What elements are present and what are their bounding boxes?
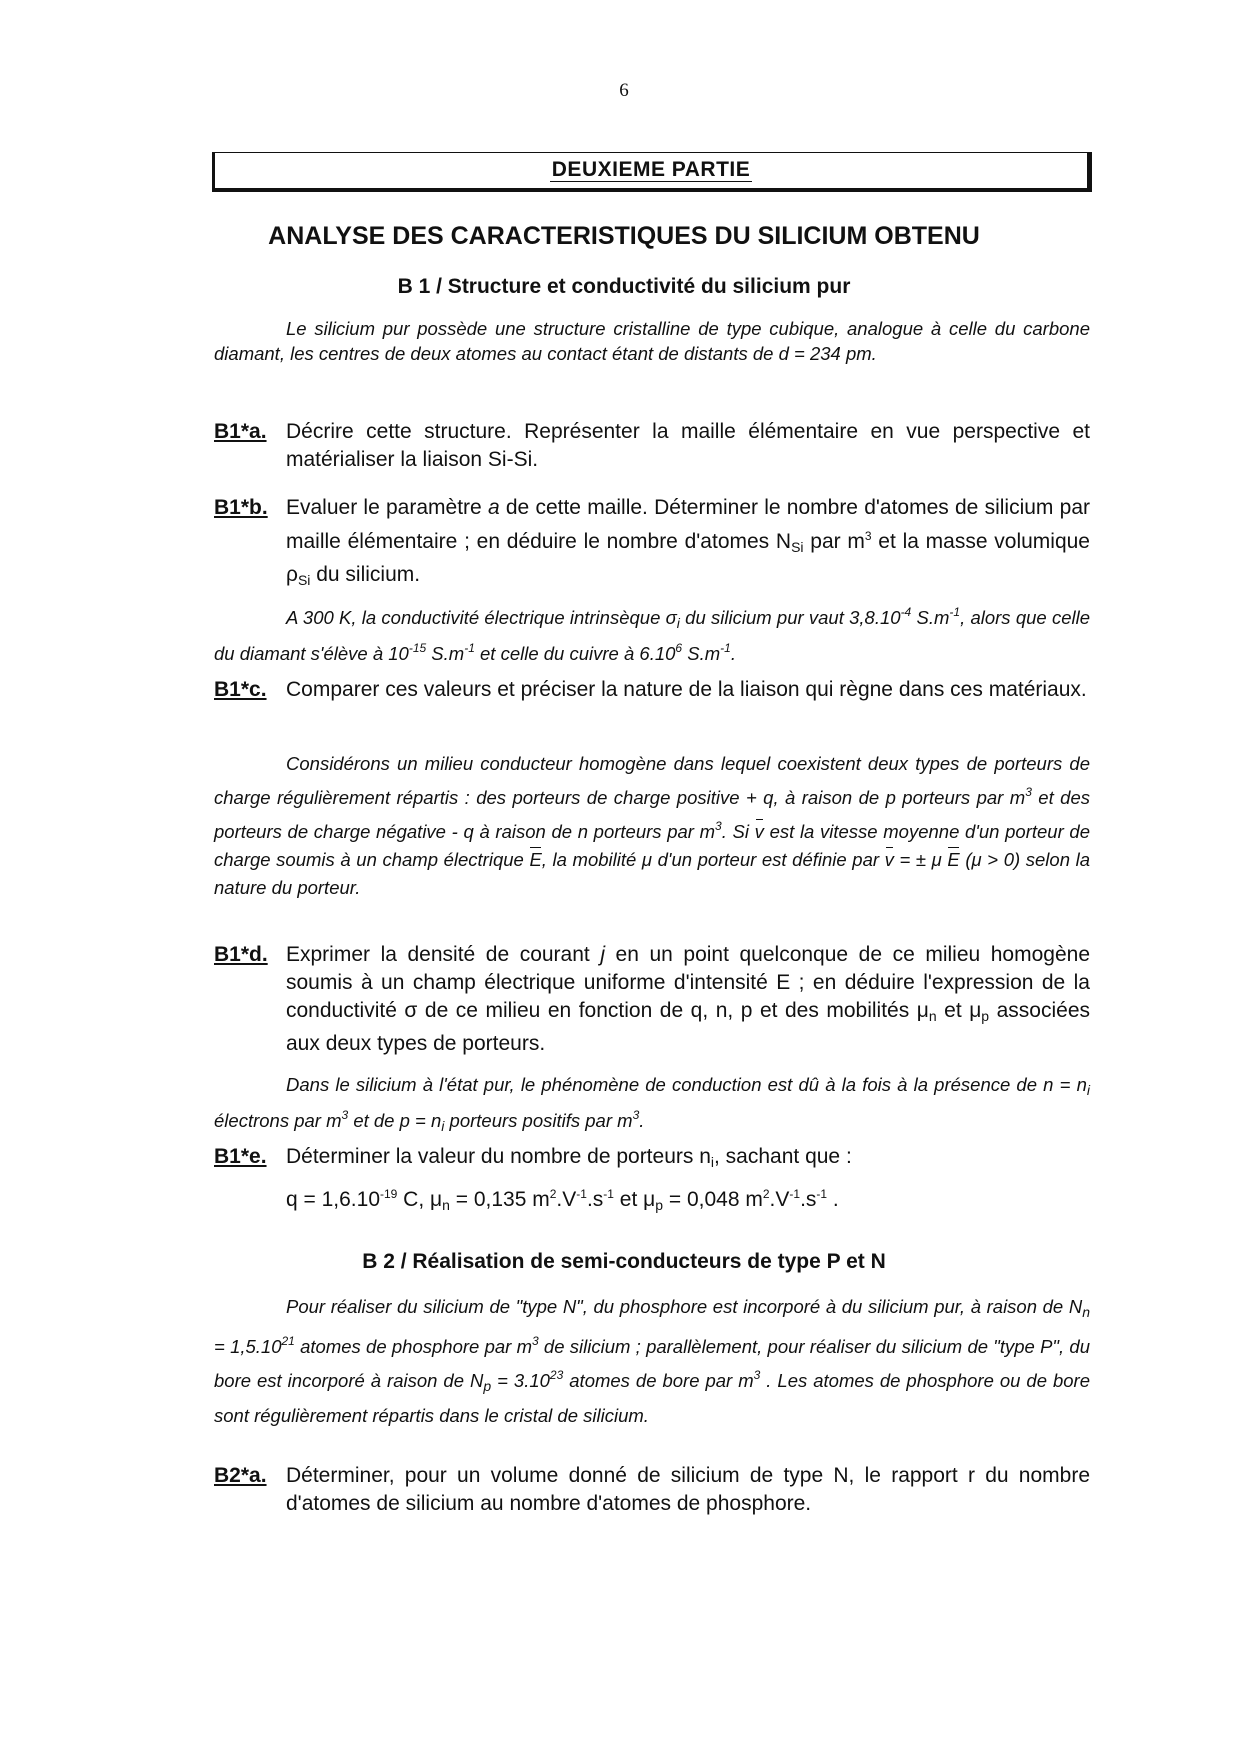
question-text: Déterminer la valeur du nombre de porteurs $n_i$, sachant que : [286, 1145, 852, 1170]
question-text: Décrire cette structure. Représenter la maille élémentaire en vue perspective et matérialiser la liaison Si-Si. [286, 420, 1090, 471]
data-formula: $q = 1,6.10^{-19}$ C, $\mu_n = 0,135$ $m^2.V^{-1}.s^{-1}$ et $\mu_p = 0,048$ $m^2.V^{-1}.s^{-1}$ . [286, 1187, 839, 1213]
question-label: B1*e. [214, 1145, 267, 1168]
question-b1b [214, 494, 1090, 594]
question-b2a [214, 1462, 1090, 1518]
question-label: B1*a. [214, 420, 267, 443]
section-b1-title: B 1 / Structure et conductivité du silicium pur [397, 275, 851, 298]
part-title: DEUXIEME PARTIE [551, 158, 751, 181]
velocity-vector: v [885, 846, 894, 874]
question-label: B1*d. [214, 943, 268, 966]
conductivity-paragraph: A 300 K, la conductivité électrique intrinsèque $\sigma_i$ du silicium pur vaut $3,8.10^{-4}$ $S.m^{-1}$, alors que celle du diamant s'élève à $10^{-15}$ $S.m^{-1}$ et celle du cuivre à 6.10$^6$ $S.m^{-1}$. [214, 605, 1090, 664]
question-label: B2*a. [214, 1464, 267, 1487]
carrier-paragraph: Considérons un milieu conducteur homogène dans lequel coexistent deux types de porteurs de charge régulièrement répartis : des porteurs de charge positive + q, à raison de p porteurs par $m^3$ et des porteurs de charge négative - q à raison de n porteurs par $m^3$. Si v est la vitesse moyenne d'un porteur de charge soumis à un champ électrique E, la mobilité μ d'un porteur est définie par v = ± μ E (μ > 0) selon la nature du porteur. [214, 753, 1090, 898]
field-vector: E [947, 846, 959, 874]
main-title: ANALYSE DES CARACTERISTIQUES DU SILICIUM OBTENU [268, 222, 980, 250]
b2-paragraph: Pour réaliser du silicium de "type N", du phosphore est incorporé à du silicium pur, à raison de $N_n = 1,5.10^{21}$ atomes de phosphore par $m^3$ de silicium ; parallèlement, pour réaliser du silicium de "type P", du bore est incorporé à raison de $N_p = 3.10^{23}$ atomes de bore par $m^3$ . Les atomes de phosphore ou de bore sont régulièrement répartis dans le cristal de silicium. [214, 1296, 1090, 1426]
question-b1a [214, 418, 1090, 474]
b1-intro-paragraph: Le silicium pur possède une structure cristalline de type cubique, analogue à celle du carbone diamant, les centres de deux atomes au contact étant de distants de d = 234 pm. [214, 318, 1090, 364]
question-label: B1*c. [214, 678, 267, 701]
velocity-vector: v [755, 818, 764, 846]
pure-silicon-paragraph: Dans le silicium à l'état pur, le phénomène de conduction est dû à la fois à la présence de $n = n_i$ électrons par $m^3$ et de $p = n_i$ porteurs positifs par $m^3$. [214, 1074, 1090, 1134]
part-header-box [212, 152, 1092, 192]
question-label: B1*b. [214, 496, 268, 519]
field-vector: E [529, 846, 541, 874]
page-number: 6 [619, 80, 629, 101]
question-text: Déterminer, pour un volume donné de silicium de type N, le rapport r du nombre d'atomes de silicium au nombre d'atomes de phosphore. [286, 1464, 1090, 1515]
question-b1c [214, 676, 1090, 704]
question-text: Comparer ces valeurs et préciser la nature de la liaison qui règne dans ces matériaux. [286, 678, 1087, 701]
question-b1e [214, 1143, 1090, 1219]
section-b2-title: B 2 / Réalisation de semi-conducteurs de type P et N [362, 1250, 886, 1273]
question-text: Evaluer le paramètre a de cette maille. Déterminer le nombre d'atomes de silicium par maille élémentaire ; en déduire le nombre d'atomes $N_{Si}$ par $m^3$ et la masse volumique $\rho_{Si}$ du silicium. [286, 496, 1091, 588]
question-text: Exprimer la densité de courant j en un point quelconque de ce milieu homogène soumis à un champ électrique uniforme d'intensité E ; en déduire l'expression de la conductivité σ de ce milieu en fonction de q, n, p et des mobilités $\mu_n$ et $\mu_p$ associées aux deux types de porteurs. [286, 943, 1090, 1055]
question-b1d [214, 941, 1090, 1058]
